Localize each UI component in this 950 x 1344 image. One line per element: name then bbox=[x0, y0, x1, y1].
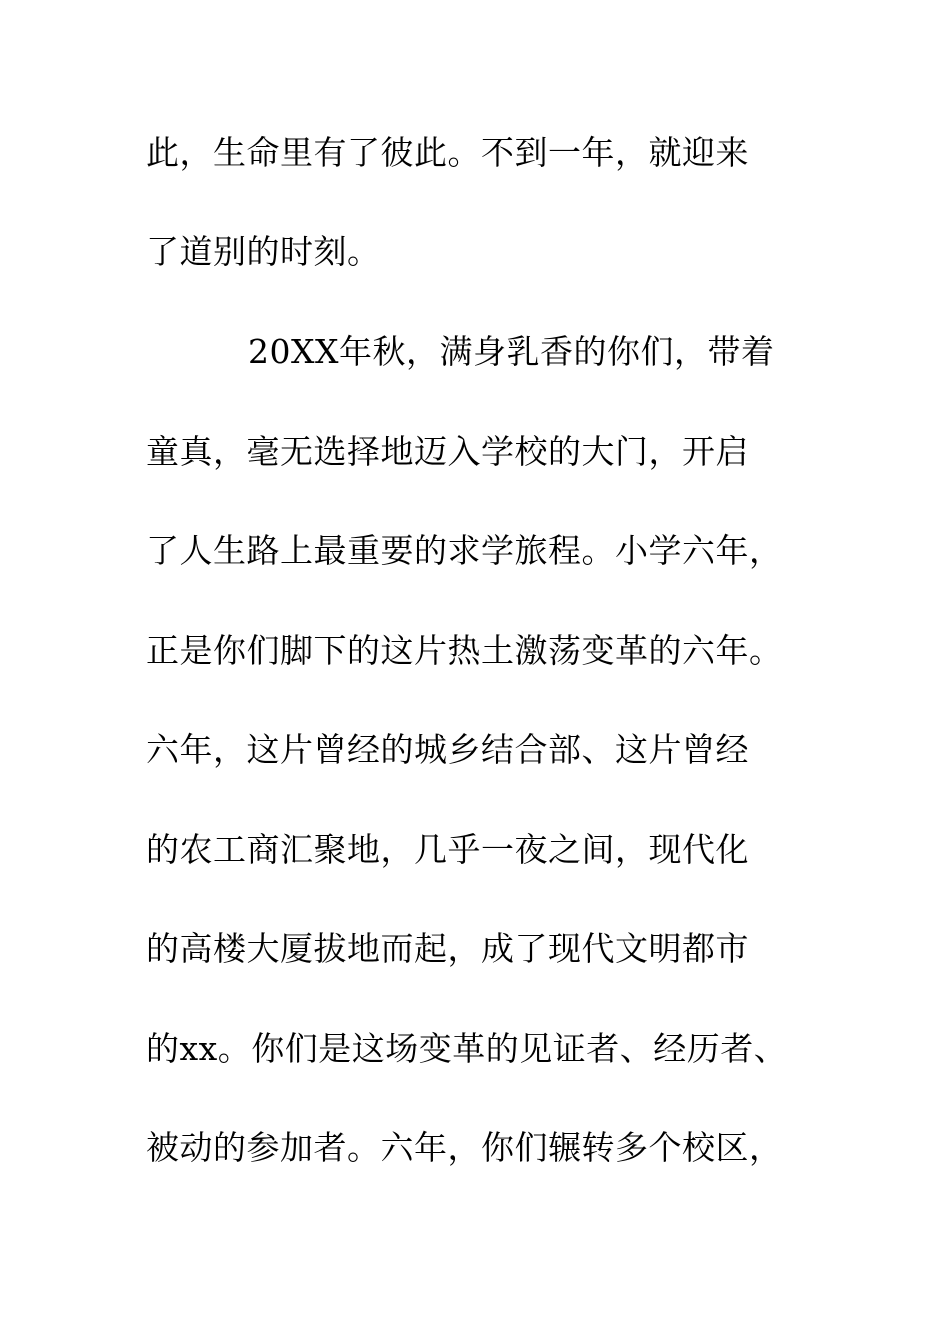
text-line: 被动的参加者。六年，你们辗转多个校区， bbox=[146, 1128, 783, 1167]
text-line: 的xx。你们是这场变革的见证者、经历者、 bbox=[146, 1029, 788, 1068]
text-line: 正是你们脚下的这片热土激荡变革的六年。 bbox=[146, 631, 783, 670]
text-line: 童真，毫无选择地迈入学校的大门，开启 bbox=[146, 432, 749, 471]
text-line: 的农工商汇聚地，几乎一夜之间，现代化 bbox=[146, 830, 749, 869]
text-line: 的高楼大厦拔地而起，成了现代文明都市 bbox=[146, 929, 749, 968]
paragraph-first-line: 20XX年秋，满身乳香的你们，带着 bbox=[248, 332, 775, 371]
text-line: 了道别的时刻。 bbox=[146, 232, 381, 271]
text-line: 了人生路上最重要的求学旅程。小学六年， bbox=[146, 531, 783, 570]
text-line: 此，生命里有了彼此。不到一年，就迎来 bbox=[146, 133, 749, 172]
text-line: 六年，这片曾经的城乡结合部、这片曾经 bbox=[146, 730, 749, 769]
